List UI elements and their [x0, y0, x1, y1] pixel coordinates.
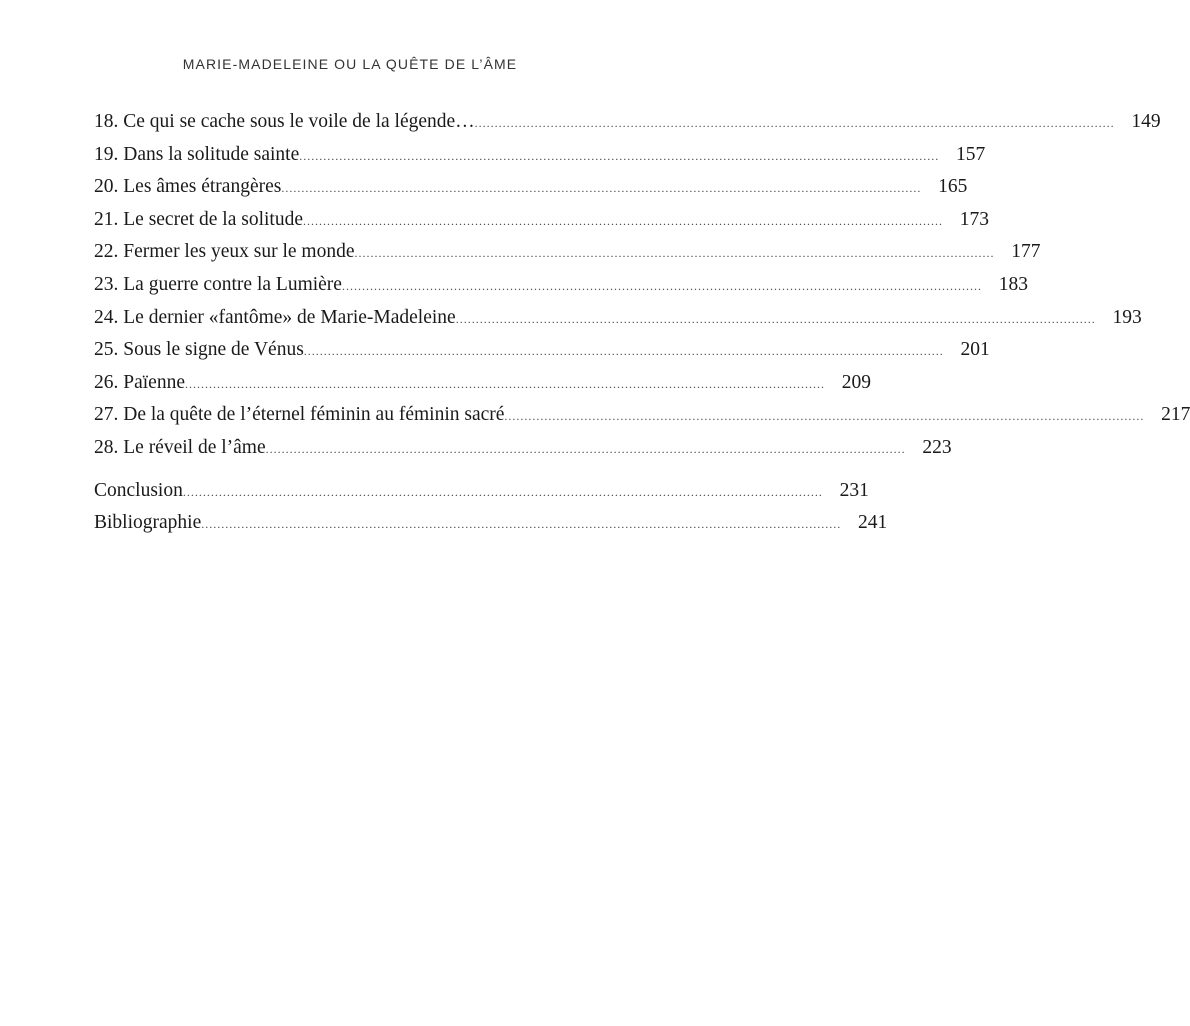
toc-entry-page: 193: [1112, 306, 1142, 328]
toc-entry-title: Bibliographie: [94, 512, 202, 534]
toc-entry-page: 183: [998, 273, 1028, 295]
dot-leader: ................................................................................................................................................................: [455, 311, 1096, 326]
toc-entry-title: 25. Sous le signe de Vénus: [94, 339, 304, 361]
toc-entry-title: 26. Païenne: [94, 371, 185, 393]
toc-entry-title: 20. Les âmes étrangères: [94, 176, 282, 198]
dot-leader: ................................................................................................................................................................: [504, 409, 1145, 424]
toc-entry-title: 21. Le secret de la solitude: [94, 208, 304, 230]
toc-entry-title: 23. La guerre contre la Lumière: [94, 273, 342, 295]
toc-entry: [94, 106, 1161, 139]
table-of-contents: [94, 106, 1190, 540]
dot-leader: ................................................................................................................................................................: [354, 246, 995, 261]
toc-entry: [94, 432, 952, 465]
toc-entry-page: 157: [956, 143, 986, 165]
dot-leader: ................................................................................................................................................................: [341, 278, 982, 293]
toc-entry-title: 28. Le réveil de l’âme: [94, 436, 266, 458]
dot-leader: ................................................................................................................................................................: [201, 517, 842, 532]
dot-leader: ................................................................................................................................................................: [184, 376, 825, 391]
toc-entry-page: 177: [1011, 241, 1041, 263]
dot-leader: ................................................................................................................................................................: [303, 213, 944, 228]
dot-leader: ................................................................................................................................................................: [182, 484, 823, 499]
toc-entry-page: 223: [922, 436, 952, 458]
toc-entry-page: 149: [1131, 111, 1161, 132]
toc-entry-title: 27. De la quête de l’éternel féminin au féminin sacré: [94, 404, 505, 426]
toc-entry-page: 231: [839, 479, 869, 501]
toc-entry-title: 22. Fermer les yeux sur le monde: [94, 241, 355, 263]
toc-entry: [94, 236, 1041, 269]
toc-entry-page: 173: [959, 208, 990, 230]
dot-leader: ................................................................................................................................................................: [303, 344, 944, 359]
toc-entry: [94, 139, 986, 172]
toc-entry: [94, 399, 1190, 432]
toc-entry-bibliography: [94, 507, 888, 540]
toc-entry-page: 217: [1161, 404, 1190, 426]
toc-entry: [94, 334, 990, 367]
toc-entry-title: 24. Le dernier «fantôme» de Marie-Madeleine: [94, 306, 456, 328]
toc-entry-title: 18. Ce qui se cache sous le voile de la légende…: [94, 111, 475, 132]
dot-leader: ................................................................................................................................................................: [281, 181, 922, 196]
running-title: MARIE-MADELEINE OU LA QUÊTE DE L’ÂME: [182, 56, 518, 72]
toc-entry-page: 165: [938, 176, 968, 198]
dot-leader: ................................................................................................................................................................: [474, 116, 1115, 130]
toc-entry: [94, 204, 990, 237]
toc-entry: [94, 269, 1028, 302]
toc-entry: [94, 302, 1142, 335]
toc-entry: [94, 171, 968, 204]
toc-entry-title: Conclusion: [94, 479, 183, 501]
toc-entry-title: 19. Dans la solitude sainte: [94, 143, 300, 165]
dot-leader: ................................................................................................................................................................: [299, 148, 940, 163]
toc-entry-page: 241: [857, 512, 888, 534]
toc-entry: [94, 367, 871, 400]
dot-leader: ................................................................................................................................................................: [265, 441, 906, 456]
toc-entry-conclusion: [94, 475, 869, 508]
toc-entry-page: 209: [841, 371, 871, 393]
toc-entry-page: 201: [960, 339, 990, 361]
